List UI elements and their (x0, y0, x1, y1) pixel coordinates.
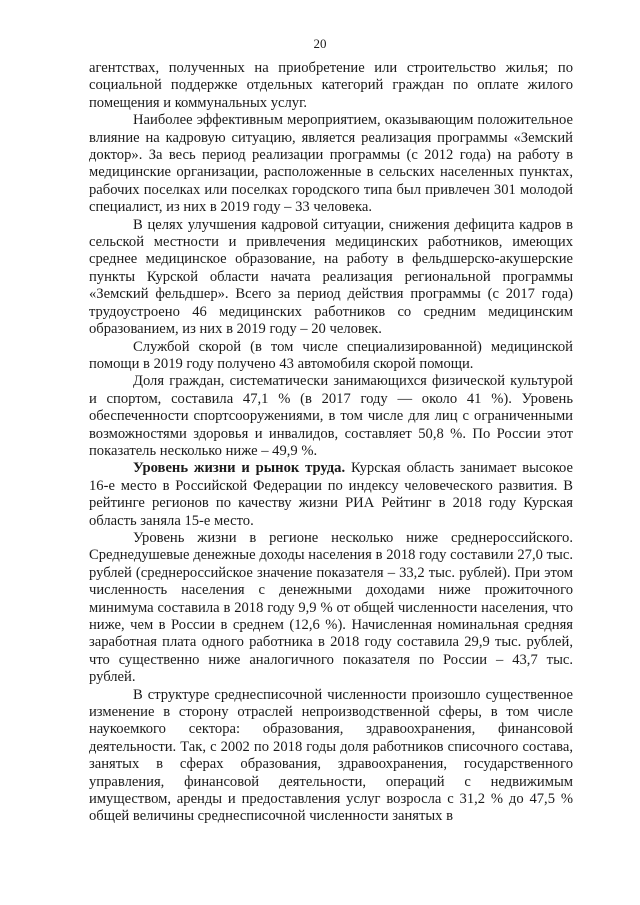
paragraph: Наиболее эффективным мероприятием, оказывающим положительное влияние на кадровую ситуацию, является реализация программы «Земский доктор». За весь период реализации программы (с 2012 года) на работу в медицинские организации, расположенные в сельских населенных пунктах, рабочих поселках или поселках городского типа был привлечен 301 молодой специалист, из них в 2019 году – 33 человека. (89, 112, 573, 216)
page-number: 20 (313, 36, 327, 51)
paragraph: Доля граждан, систематически занимающихся физической культурой и спортом, составила 47,1 % (в 2017 году — около 41 %). Уровень обеспеченности спортсооружениями, в том числе для лиц с ограниченными возможностями здоровья и инвалидов, составляет 50,8 %. По России этот показатель несколько ниже – 49,9 %. (89, 373, 573, 459)
paragraph: Уровень жизни в регионе несколько ниже среднероссийского. Среднедушевые денежные доходы населения в 2018 году составили 27,0 тыс. рублей (среднероссийское значение показателя – 33,2 тыс. рублей). При этом численность населения с денежными доходами ниже прожиточного минимума составила в 2018 году 9,9 % от общей численности населения, что ниже, чем в России в среднем (12,6 %). Начисленная номинальная средняя заработная плата одного работника в 2018 году составила 29,9 тыс. рублей, что существенно ниже аналогичного показателя по России – 43,7 тыс. рублей. (89, 529, 573, 686)
paragraph: Службой скорой (в том числе специализированной) медицинской помощи в 2019 году получено 43 автомобиля скорой помощи. (89, 338, 573, 372)
paragraph: В структуре среднесписочной численности произошло существенное изменение в сторону отраслей непроизводственной сферы, в том числе наукоемкого сектора: образования, здравоохранения, финансовой деятельности. Так, с 2002 по 2018 годы доля работников списочного состава, занятых в сферах образования, здравоохранения, государственного управления, финансовой деятельности, операций с недвижимым имуществом, аренды и предоставления услуг возросла с 31,2 % до 47,5 % общей величины среднесписочной численности занятых в (89, 686, 573, 825)
paragraph: В целях улучшения кадровой ситуации, снижения дефицита кадров в сельской местности и привлечения медицинских работников, имеющих среднее медицинское образование, на работу в фельдшерско-акушерские пункты Курской области начата реализация региональной программы «Земский фельдшер». Всего за период действия программы (с 2017 года) трудоустроено 46 медицинских работников со средним медицинским образованием, из них в 2019 году – 20 человек. (89, 216, 573, 338)
section-heading: Уровень жизни и рынок труда. (133, 460, 346, 477)
paragraph-text: Курская область занимает высокое 16-е место в Российской Федерации по индексу человеческого развития. В рейтинге регионов по качеству жизни РИА Рейтинг в 2018 году Курская область заняла 15-е место. (89, 460, 574, 529)
paragraph: агентствах, полученных на приобретение или строительство жилья; по социальной поддержке отдельных категорий граждан по оплате жилого помещения и коммунальных услуг. (89, 60, 573, 111)
paragraph (89, 460, 573, 530)
body-text (89, 60, 573, 826)
